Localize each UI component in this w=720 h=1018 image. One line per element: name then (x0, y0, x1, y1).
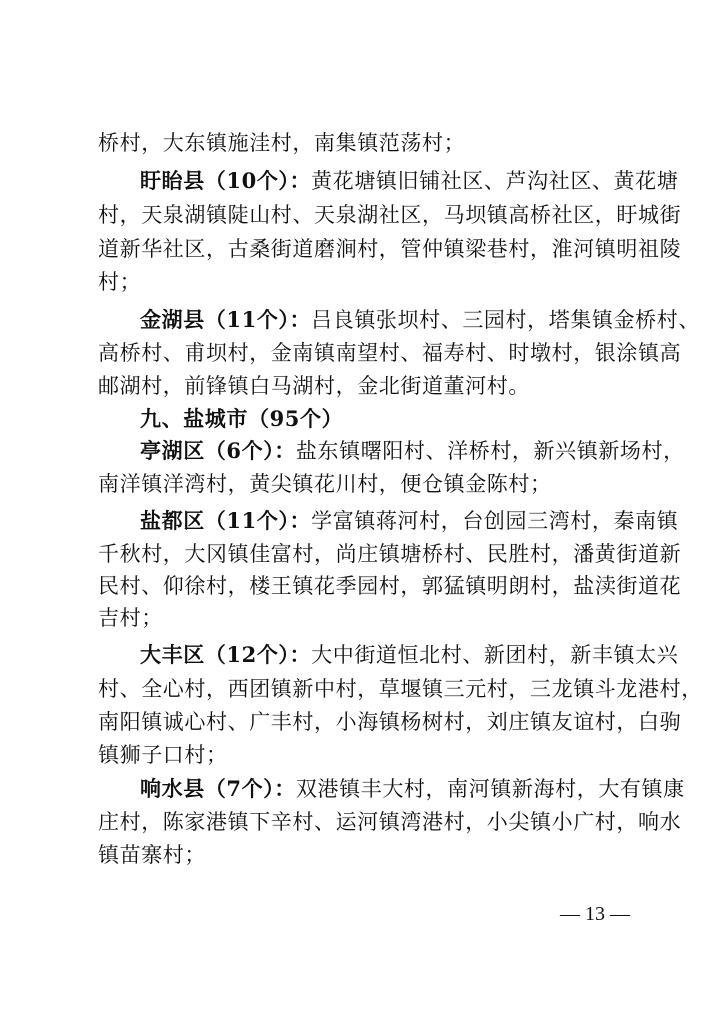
line-text: 大中街道恒北村、新团村，新丰镇太兴 (311, 643, 679, 667)
line-text: 村； (98, 270, 142, 294)
county-heading: 盐都区（11个）： (140, 508, 312, 533)
text-line (98, 341, 682, 365)
text-line (98, 270, 638, 294)
line-text: 村、全心村，西团镇新中村，草堰镇三元村，三龙镇斗龙港村， (98, 677, 703, 701)
text-line (98, 677, 703, 701)
line-text: 民村、仰徐村，楼王镇花季园村，郭猛镇明朗村，盐渎街道花 (98, 574, 682, 598)
line-text: 镇狮子口村； (98, 743, 228, 767)
county-entry-xiangshui (140, 776, 685, 801)
county-entry-xuyi (140, 168, 679, 193)
county-entry-dafeng (140, 642, 679, 667)
county-entry-yandu (140, 508, 679, 533)
line-text: 道新华社区，古桑街道磨涧村，管仲镇梁巷村，淮河镇明祖陵 (98, 237, 682, 261)
page-number: — 13 — (560, 903, 630, 925)
text-line (98, 710, 682, 734)
text-line (98, 843, 638, 867)
line-text: 双港镇丰大村，南河镇新海村，大有镇康 (295, 777, 685, 801)
text-line (98, 743, 638, 767)
line-text: 吉村； (98, 606, 163, 630)
line-text: 高桥村、甫坝村，金南镇南望村、福寿村、时墩村，银涂镇高 (98, 341, 682, 365)
line-text: 黄花塘镇旧铺社区、芦沟社区、黄花塘 (311, 169, 679, 193)
text-line (98, 810, 682, 834)
county-heading: 亭湖区（6个）： (140, 438, 296, 463)
line-text: 南洋镇洋湾村，黄尖镇花川村，便仓镇金陈村； (98, 472, 552, 496)
text-line (98, 574, 682, 598)
text-line (98, 606, 638, 630)
county-entry-tinghu (140, 438, 685, 463)
line-text: 盐东镇曙阳村、洋桥村，新兴镇新场村， (295, 439, 685, 463)
line-text: 庄村，陈家港镇下辛村、运河镇湾港村，小尖镇小广村，响水 (98, 810, 682, 834)
text-line (98, 472, 638, 496)
section-heading: 九、盐城市（95个） (140, 406, 344, 431)
line-text: 吕良镇张坝村、三园村，塔集镇金桥村、 (311, 308, 700, 332)
county-heading: 金湖县（11个）： (140, 307, 312, 332)
county-heading: 盱眙县（10个）： (140, 168, 312, 193)
line-text: 学富镇蒋河村，台创园三湾村，秦南镇 (311, 509, 679, 533)
line-text: 千秋村，大冈镇佳富村，尚庄镇塘桥村、民胜村，潘黄街道新 (98, 542, 682, 566)
line-text: 邮湖村，前锋镇白马湖村，金北街道董河村。 (98, 374, 530, 398)
county-entry-jinhu (140, 307, 700, 332)
section-heading-yancheng (140, 407, 638, 431)
county-heading: 响水县（7个）： (140, 776, 296, 801)
county-heading: 大丰区（12个）： (140, 642, 312, 667)
text-line (98, 203, 682, 227)
line-text: 南阳镇诚心村、广丰村，小海镇杨树村，刘庄镇友谊村，白驹 (98, 710, 682, 734)
text-line (98, 237, 682, 261)
line-text: 村，天泉湖镇陡山村、天泉湖社区，马坝镇高桥社区，盱城街 (98, 203, 682, 227)
line-text: 桥村，大东镇施洼村，南集镇范荡村； (98, 131, 466, 155)
line-text: 镇苗寨村； (98, 843, 206, 867)
text-line (98, 374, 638, 398)
text-line (98, 131, 638, 155)
text-line (98, 542, 682, 566)
